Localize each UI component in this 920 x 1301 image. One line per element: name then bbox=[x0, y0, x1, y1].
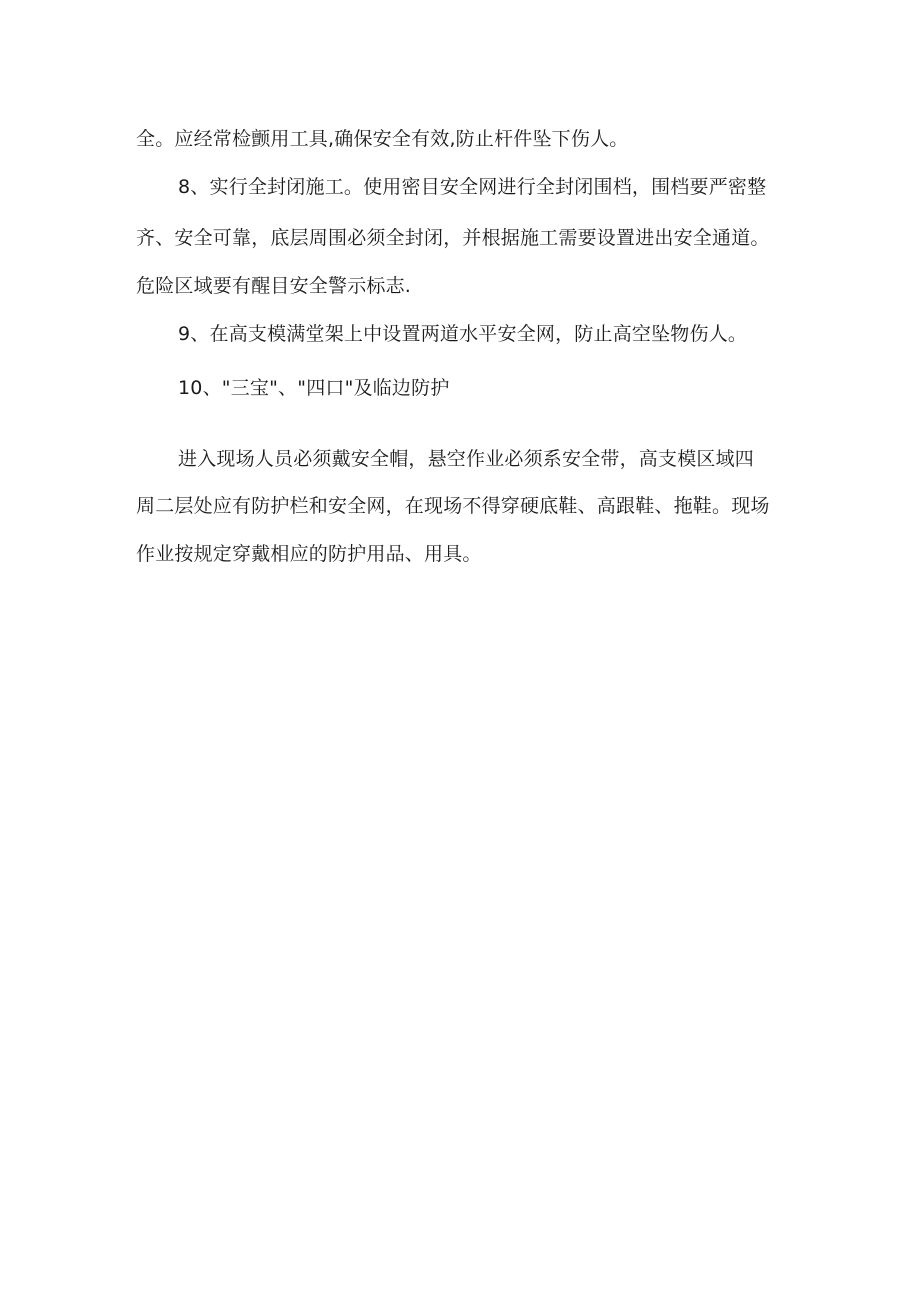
item-8-heading-line: 8、实行全封闭施工。使用密目安全网进行全封闭围档，围档要严密整 bbox=[178, 176, 767, 198]
text-line-continuation: 全。应经常检颤用工具,确保安全有效,防止杆件坠下伤人。 bbox=[136, 128, 629, 150]
item-9-line: 9、在高支模满堂架上中设置两道水平安全网，防止高空坠物伤人。 bbox=[178, 323, 748, 345]
item-10-heading: 10、"三宝"、"四口"及临边防护 bbox=[178, 377, 450, 399]
paragraph-line-2: 周二层处应有防护栏和安全网，在现场不得穿硬底鞋、高跟鞋、拖鞋。现场 bbox=[136, 495, 770, 517]
paragraph-line-1: 进入现场人员必须戴安全帽，悬空作业必须系安全带，高支模区域四 bbox=[178, 448, 755, 470]
item-8-text-line-2: 齐、安全可靠，底层周围必须全封闭，并根据施工需要设置进出安全通道。 bbox=[136, 227, 770, 249]
item-8-text-line-3: 危险区域要有醒目安全警示标志. bbox=[136, 275, 412, 297]
paragraph-line-3: 作业按规定穿戴相应的防护用品、用具。 bbox=[136, 543, 482, 565]
